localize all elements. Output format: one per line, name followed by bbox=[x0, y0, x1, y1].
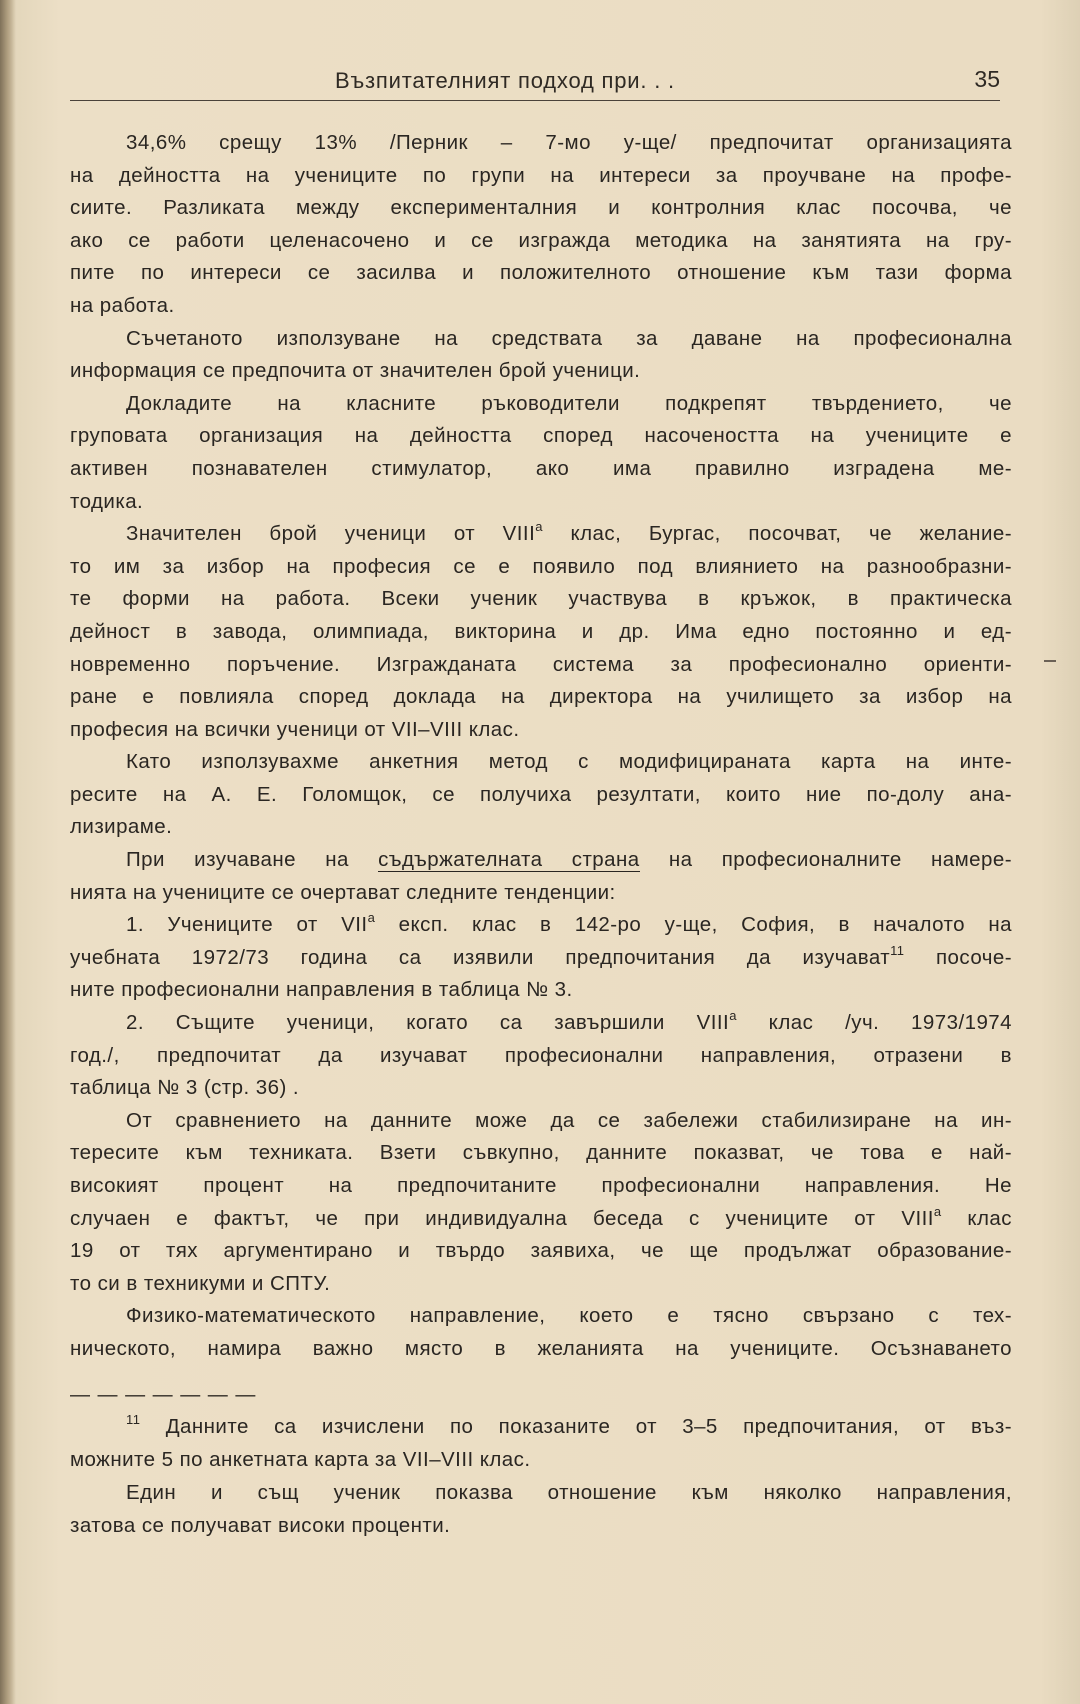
footnote-number: 11 bbox=[126, 1412, 141, 1427]
text-line: информация се предпочита от значителен брой ученици. bbox=[70, 359, 641, 383]
footnote-line: Един и същ ученик показва отношение към няколко направления, bbox=[126, 1481, 1012, 1504]
text-fragment: клас bbox=[941, 1206, 1012, 1230]
text-line: професия на всички ученици от VII–VIII клас. bbox=[70, 717, 520, 741]
running-header bbox=[70, 62, 1000, 100]
text-line: ране е повлияла според доклада на директора на училището за избор на bbox=[70, 685, 1012, 709]
text-line: Като използувахме анкетния метод с модифицираната карта на инте- bbox=[126, 750, 1012, 774]
text-line: сиите. Разликата между експерименталния и контролния клас посочва, че bbox=[70, 196, 1012, 220]
text-fragment: експ. клас в 142-ро у-ще, София, в началото на bbox=[375, 913, 1012, 937]
text-line: тодика. bbox=[70, 489, 144, 513]
text-line: ако се работи целенасочено и се изгражда методика на занятията на гру- bbox=[70, 228, 1012, 252]
text-line: на дейността на учениците по групи на интереси за проучване на профе- bbox=[70, 163, 1012, 187]
text-line: те форми на работа. Всеки ученик участвува в кръжок, в практическа bbox=[70, 587, 1012, 611]
footnote-reference: 11 bbox=[890, 942, 905, 958]
page-number: 35 bbox=[974, 66, 1000, 92]
header-rule bbox=[70, 100, 1000, 101]
list-item-line bbox=[70, 909, 1012, 942]
page-binding-shadow bbox=[0, 0, 16, 1704]
text-line: то им за избор на професия се е появило под влиянието на разнообразни- bbox=[70, 554, 1012, 578]
text-fragment: 2. Същите ученици, когато са завършили VIII bbox=[126, 1011, 730, 1035]
text-line: то си в техникуми и СПТУ. bbox=[70, 1271, 331, 1295]
list-item-line bbox=[70, 1007, 1012, 1040]
text-line bbox=[70, 844, 1012, 877]
text-fragment: клас /уч. 1973/1974 bbox=[736, 1011, 1012, 1035]
margin-mark bbox=[1044, 660, 1056, 662]
text-line: лизираме. bbox=[70, 815, 173, 839]
footnote-line bbox=[70, 1410, 1012, 1443]
superscript: а bbox=[933, 1203, 942, 1219]
text-fragment: на професионалните намере- bbox=[639, 848, 1013, 872]
list-item-line: таблица № 3 (стр. 36) . bbox=[70, 1076, 300, 1100]
text-fragment: Значителен брой ученици от VIII bbox=[126, 522, 536, 546]
text-line: пите по интереси се засилва и положителното отношение към тази форма bbox=[70, 261, 1012, 285]
superscript: а bbox=[367, 910, 376, 926]
text-line: Физико-математическото направление, което е тясно свързано с тех- bbox=[126, 1304, 1012, 1328]
text-line: високият процент на предпочитаните професионални направления. Не bbox=[70, 1174, 1012, 1197]
underlined-phrase: съдържателната страна bbox=[378, 848, 640, 872]
superscript: а bbox=[729, 1008, 737, 1024]
text-line: ресите на А. Е. Голомщок, се получиха резултати, които ние по-долу ана- bbox=[70, 782, 1012, 806]
text-line: Съчетаното използуване на средствата за даване на професионална bbox=[126, 326, 1012, 350]
list-item-line: год./, предпочитат да изучават професионални направления, отразени в bbox=[70, 1043, 1012, 1067]
text-fragment: 1. Учениците от VII bbox=[126, 913, 368, 937]
text-line: От сравнението на данните може да се забележи стабилизиране на ин- bbox=[126, 1108, 1012, 1132]
running-title: Възпитателният подход при. . . bbox=[335, 68, 675, 93]
text-fragment: Данните са изчислени по показаните от 3–5 предпочитания, от въз- bbox=[140, 1415, 1012, 1438]
text-fragment: случаен е фактът, че при индивидуална беседа с учениците от VIII bbox=[70, 1206, 934, 1230]
text-fragment: клас, Бургас, посочват, че желание- bbox=[542, 522, 1012, 546]
footnote bbox=[70, 1410, 1012, 1542]
list-item-line: ните професионални направления в таблица № 3. bbox=[70, 978, 573, 1002]
footnote-separator: — — — — — — — bbox=[70, 1384, 257, 1406]
text-line: Докладите на класните ръководители подкрепят твърдението, че bbox=[126, 391, 1012, 415]
list-item-line bbox=[70, 942, 1012, 975]
text-line: груповата организация на дейността според насочеността на учениците е bbox=[70, 424, 1012, 448]
text-line: 19 от тях аргументирано и твърдо заявиха, че ще продължат образование- bbox=[70, 1239, 1012, 1263]
main-text bbox=[70, 127, 1012, 1366]
text-line: активен познавателен стимулатор, ако има правилно изградена ме- bbox=[70, 456, 1012, 480]
text-line: ническото, намира важно място в желанията на учениците. Осъзнаването bbox=[70, 1336, 1012, 1360]
text-line: дейност в завода, олимпиада, викторина и др. Има едно постоянно и ед- bbox=[70, 619, 1012, 643]
text-line: на работа. bbox=[70, 293, 175, 317]
text-line bbox=[70, 1203, 1012, 1236]
text-line: новременно поръчение. Изгражданата система за професионално ориенти- bbox=[70, 652, 1012, 676]
footnote-line: затова се получават високи проценти. bbox=[70, 1514, 451, 1537]
text-line: тересите към техниката. Взети съвкупно, данните показват, че това е най- bbox=[70, 1141, 1012, 1165]
text-line bbox=[70, 518, 1012, 551]
text-line: нията на учениците се очертават следните тенденции: bbox=[70, 880, 616, 904]
text-fragment: посоче- bbox=[904, 945, 1012, 969]
text-fragment: При изучаване на bbox=[126, 848, 379, 872]
footnote-line: можните 5 по анкетната карта за VII–VIII клас. bbox=[70, 1448, 531, 1471]
superscript: а bbox=[535, 519, 543, 535]
text-fragment: учебната 1972/73 година са изявили предпочитания да изучават bbox=[70, 945, 891, 969]
text-line: 34,6% срещу 13% /Перник – 7-мо у-ще/ предпочитат организацията bbox=[126, 131, 1012, 154]
